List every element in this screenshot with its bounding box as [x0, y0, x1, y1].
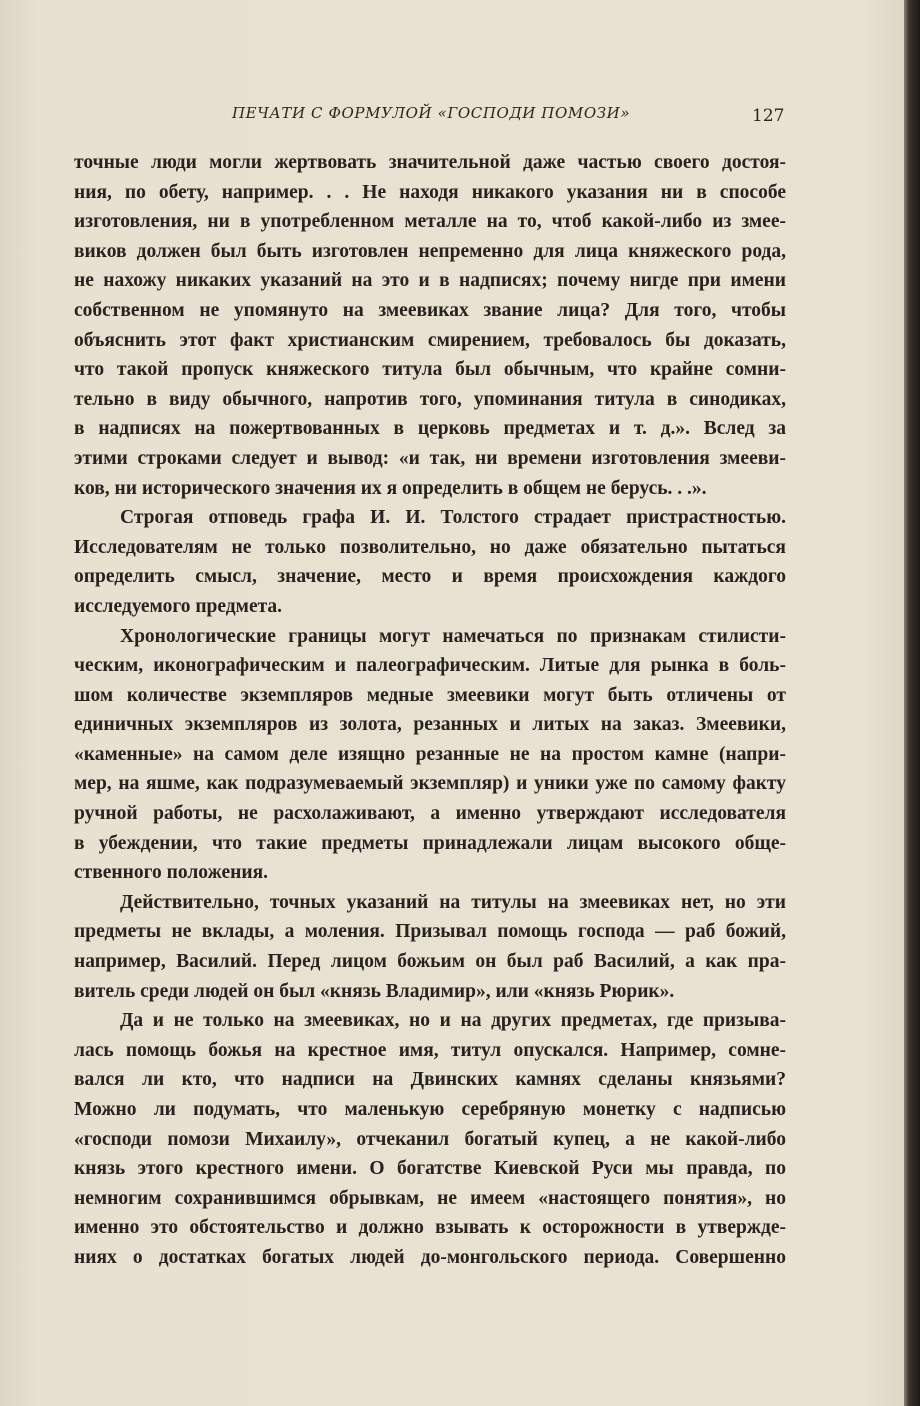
text-line: в убеждении, что такие предметы принадлежали лицам высокого обще-	[74, 832, 786, 854]
text-line: ческим, иконографическим и палеографическим. Литые для рынка в боль-	[74, 655, 786, 677]
text-line: немногим сохранившимся обрывкам, не имеем «настоящего понятия», но	[74, 1187, 786, 1209]
text-line: в надписях на пожертвованных в церковь предметах и т. д.». Вслед за	[74, 418, 786, 440]
text-line: шом количестве экземпляров медные змеевики могут быть отличены от	[74, 684, 786, 706]
text-line: вался ли кто, что надписи на Двинских камнях сделаны князьями?	[74, 1069, 786, 1091]
text-line: этими строками следует и вывод: «и так, ни времени изготовления змееви-	[74, 447, 786, 469]
text-line: Строгая отповедь графа И. И. Толстого страдает пристрастностью.	[120, 507, 786, 529]
text-line: ков, ни исторического значения их я определить в общем не берусь. . .».	[74, 477, 707, 499]
text-line: Действительно, точных указаний на титулы на змеевиках нет, но эти	[120, 891, 786, 913]
text-line: тельно в виду обычного, напротив того, упоминания титула в синодиках,	[74, 388, 786, 410]
text-line: Хронологические границы могут намечаться по признакам стилисти-	[120, 625, 786, 647]
text-line: мер, на яшме, как подразумеваемый экземпляр) и уники уже по самому факту	[74, 773, 786, 795]
text-line: единичных экземпляров из золота, резанных и литых на заказ. Змеевики,	[74, 714, 786, 736]
text-line: именно это обстоятельство и должно взывать к осторожности в утвержде-	[74, 1217, 786, 1239]
paragraph	[74, 622, 786, 888]
text-line: точные люди могли жертвовать значительной даже частью своего достоя-	[74, 152, 786, 173]
text-line: ниях о достатках богатых людей до-монгольского периода. Совершенно	[74, 1246, 786, 1268]
paragraph	[74, 148, 786, 503]
text-line: «каменные» на самом деле изящно резанные не на простом камне (напри-	[74, 743, 786, 765]
page-header	[0, 104, 904, 134]
text-line: князь этого крестного имени. О богатстве Киевской Руси мы правда, по	[74, 1158, 786, 1180]
text-line: ственного положения.	[74, 862, 269, 884]
text-line: объяснить этот факт христианским смирением, требовалось бы доказать,	[74, 329, 786, 351]
text-line: предметы не вклады, а моления. Призывал помощь господа — раб божий,	[74, 921, 786, 943]
paragraph	[74, 1006, 786, 1272]
page-edge	[904, 0, 920, 1406]
body-text	[74, 148, 786, 1273]
text-line: что такой пропуск княжеского титула был обычным, что крайне сомни-	[74, 359, 786, 381]
text-line: Да и не только на змеевиках, но и на других предметах, где призыва-	[120, 1010, 786, 1032]
text-line: собственном не упомянуто на змеевиках звание лица? Для того, чтобы	[74, 299, 786, 321]
text-line: изготовления, ни в употребленном металле на то, чтоб какой-либо из змее-	[74, 211, 786, 233]
text-line: «господи помози Михаилу», отчеканил богатый купец, а не какой-либо	[74, 1128, 786, 1150]
text-line: исследуемого предмета.	[74, 595, 283, 617]
text-line: не нахожу никаких указаний на это и в надписях; почему нигде при имени	[74, 270, 786, 292]
running-title: ПЕЧАТИ С ФОРМУЛОЙ «ГОСПОДИ ПОМОЗИ»	[232, 104, 631, 122]
page-number: 127	[752, 106, 785, 126]
paragraph	[74, 503, 786, 621]
text-line: виков должен был быть изготовлен непременно для лица княжеского рода,	[74, 240, 786, 262]
text-line: Исследователям не только позволительно, но даже обязательно пытаться	[74, 536, 786, 558]
text-line: Можно ли подумать, что маленькую серебряную монетку с надписью	[74, 1099, 786, 1120]
text-line: ручной работы, не расхолаживают, а именно утверждают исследователя	[74, 803, 786, 825]
text-line: например, Василий. Перед лицом божьим он был раб Василий, а как пра-	[74, 951, 786, 973]
text-line: определить смысл, значение, место и время происхождения каждого	[74, 566, 786, 588]
paragraph	[74, 888, 786, 1006]
text-line: ния, по обету, например. . . Не находя никакого указания ни в способе	[74, 181, 786, 203]
text-line: витель среди людей он был «князь Владимир», или «князь Рюрик».	[74, 980, 675, 1002]
text-line: лась помощь божья на крестное имя, титул опускался. Например, сомне-	[74, 1039, 786, 1061]
